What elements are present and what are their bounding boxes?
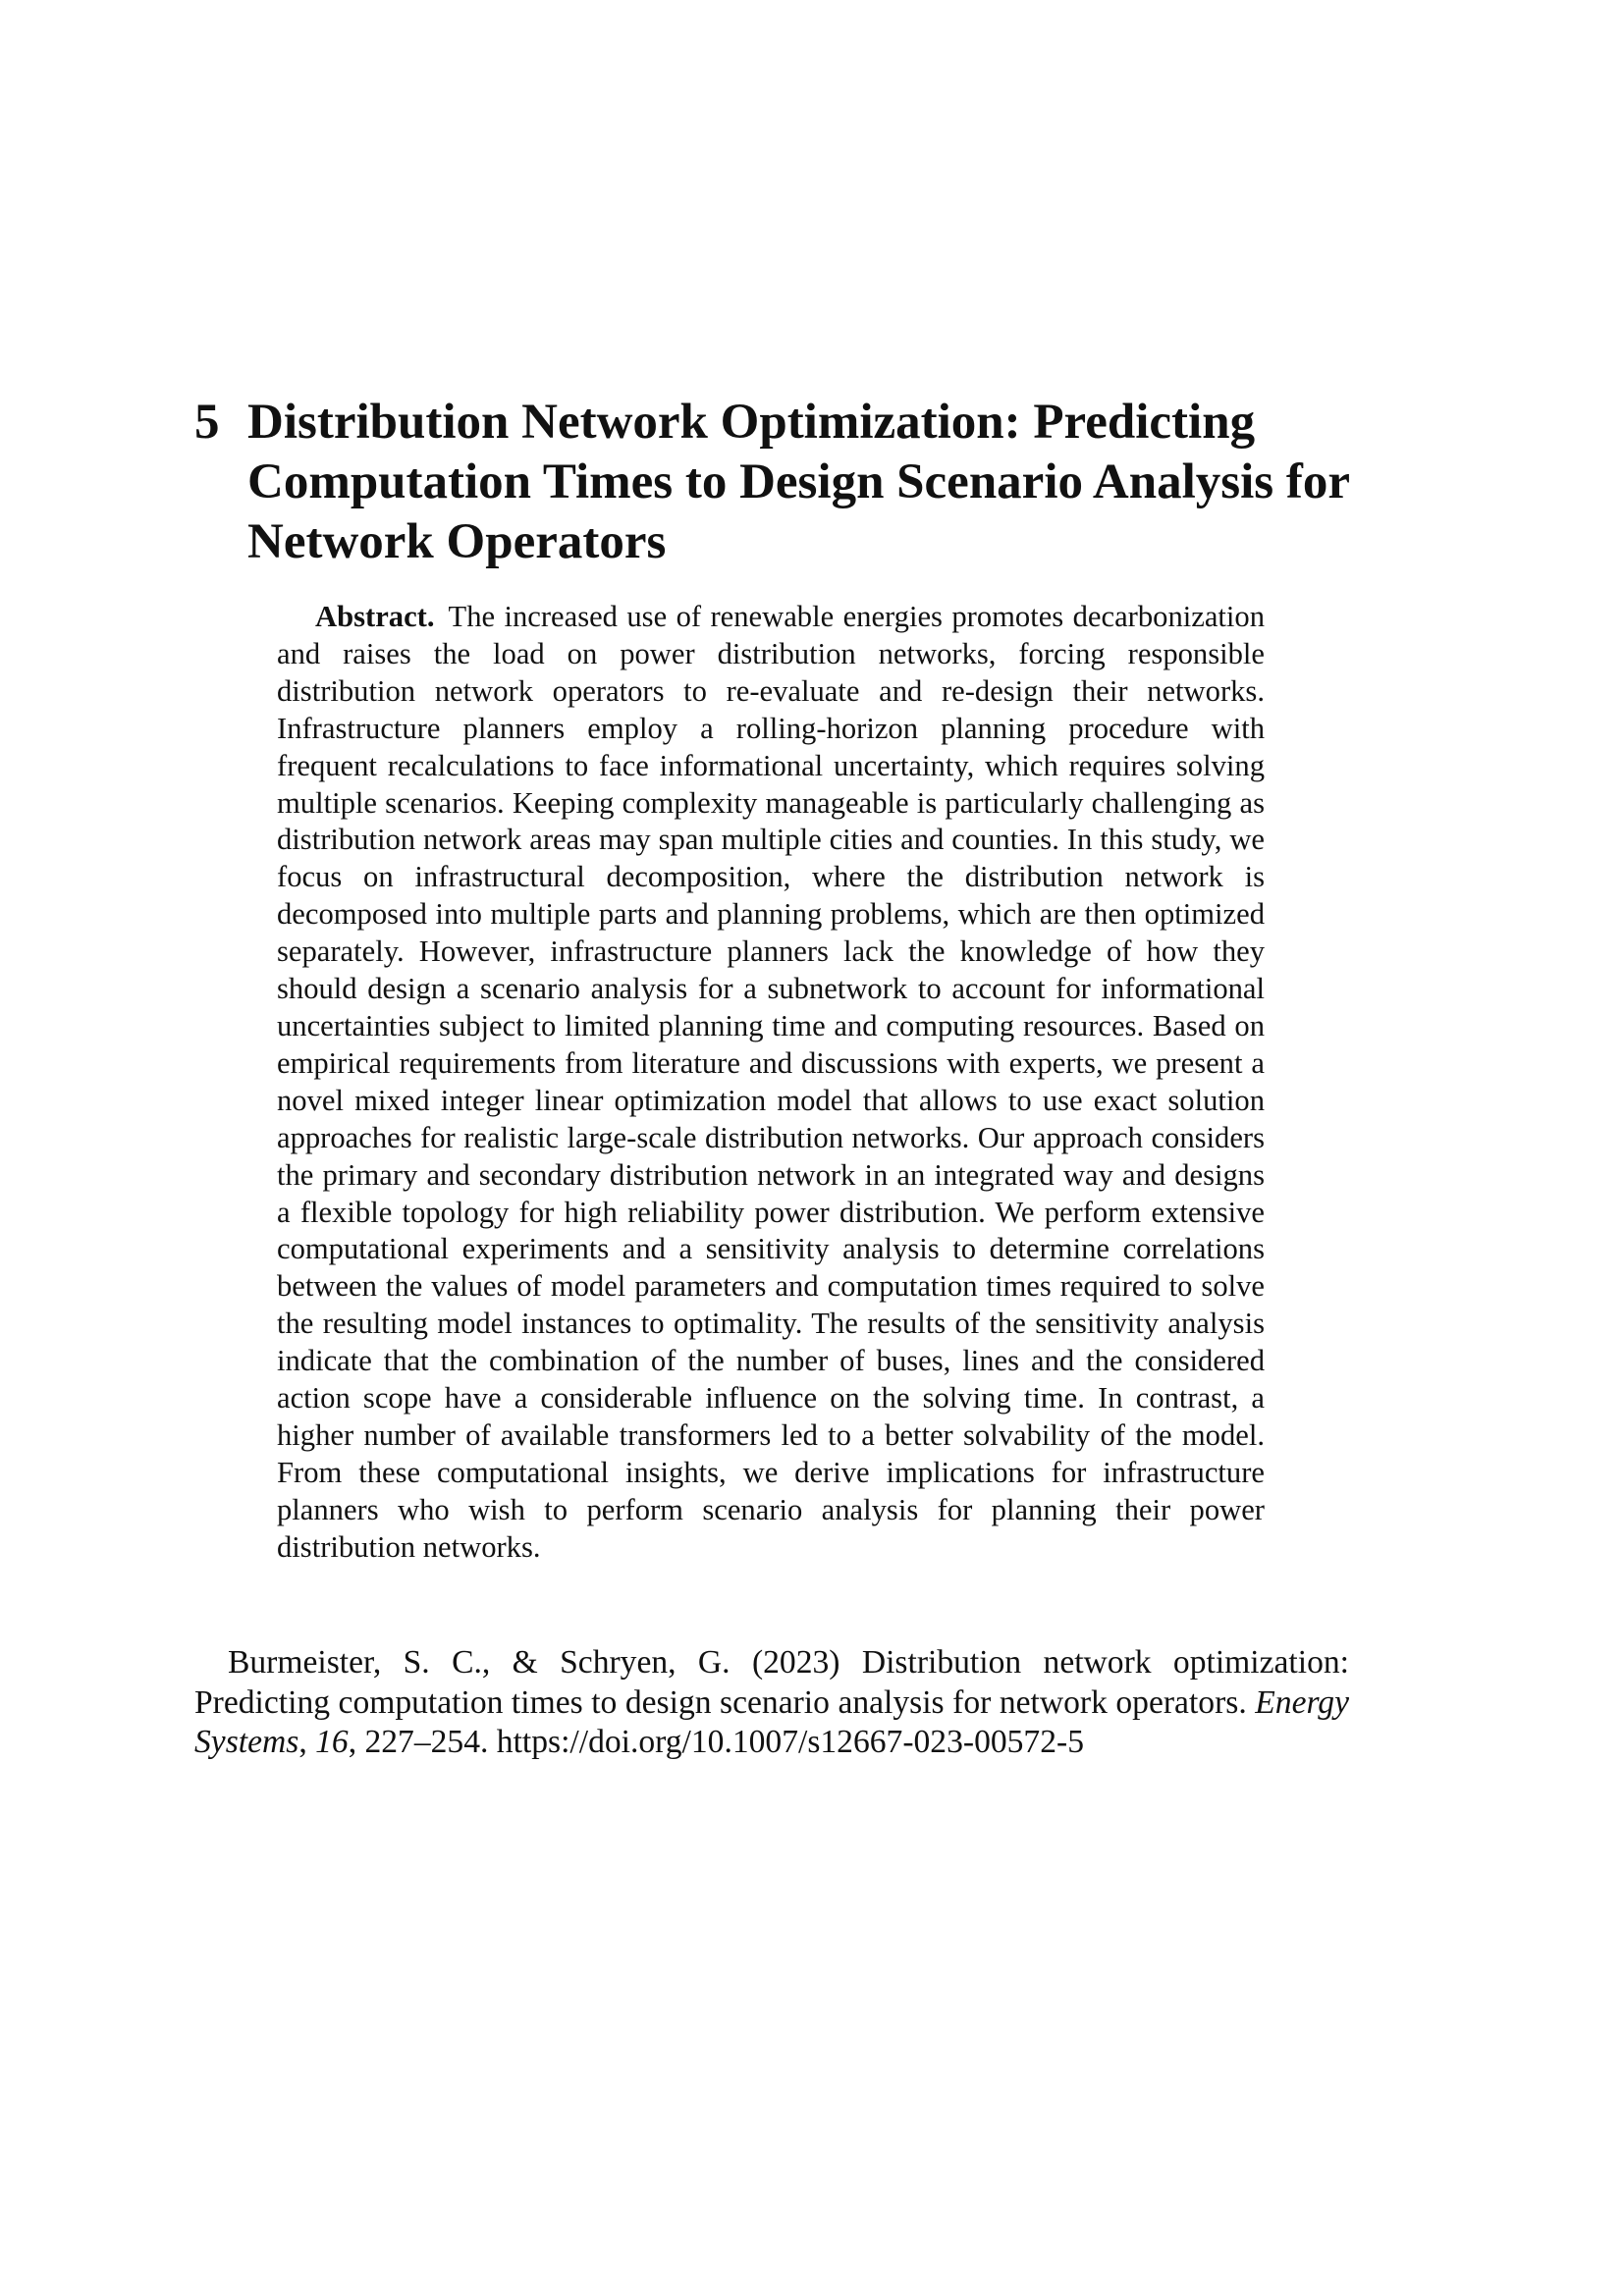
chapter-heading <box>194 393 1353 572</box>
chapter-title: Distribution Network Optimization: Predicting Computation Times to Design Scenario Analysis for Network Operators <box>247 395 1350 569</box>
citation-journal: Energy Systems <box>194 1683 1349 1760</box>
chapter-number: 5 <box>194 395 220 450</box>
citation-separator: , <box>298 1724 316 1760</box>
abstract <box>277 599 1265 1567</box>
citation-pages-doi: , 227–254. https://doi.org/10.1007/s12667-023-00572-5 <box>348 1724 1084 1760</box>
citation-lead: Burmeister, S. C., & Schryen, G. (2023) Distribution network optimization: Predicting computation times to design scenario analysis for network operators. <box>194 1644 1349 1721</box>
citation <box>194 1643 1349 1763</box>
abstract-label: Abstract. <box>315 600 435 633</box>
abstract-text: The increased use of renewable energies promotes decarbonization and raises the load on power distribution networks, forcing responsible distribution network operators to re-evaluate and re-design their networks. Infrastructure planners employ a rolling-horizon planning procedure with frequent recalculations to face informational uncertainty, which requires solving multiple scenarios. Keeping complexity manageable is particularly challenging as distribution network areas may span multiple cities and counties. In this study, we focus on infrastructural decomposition, where the distribution network is decomposed into multiple parts and planning problems, which are then optimized separately. However, infrastructure planners lack the knowledge of how they should design a scenario analysis for a subnetwork to account for informational uncertainties subject to limited planning time and computing resources. Based on empirical requirements from literature and discussions with experts, we present a novel mixed integer linear optimization model that allows to use exact solution approaches for realistic large-scale distribution networks. Our approach considers the primary and secondary distribution network in an integrated way and designs a flexible topology for high reliability power distribution. We perform extensive computational experiments and a sensitivity analysis to determine correlations between the values of model parameters and computation times required to solve the resulting model instances to optimality. The results of the sensitivity analysis indicate that the combination of the number of buses, lines and the considered action scope have a considerable influence on the solving time. In contrast, a higher number of available transformers led to a better solvability of the model. From these computational insights, we derive implications for infrastructure planners who wish to perform scenario analysis for planning their power distribution networks. <box>277 600 1265 1564</box>
citation-volume: 16 <box>315 1724 349 1760</box>
